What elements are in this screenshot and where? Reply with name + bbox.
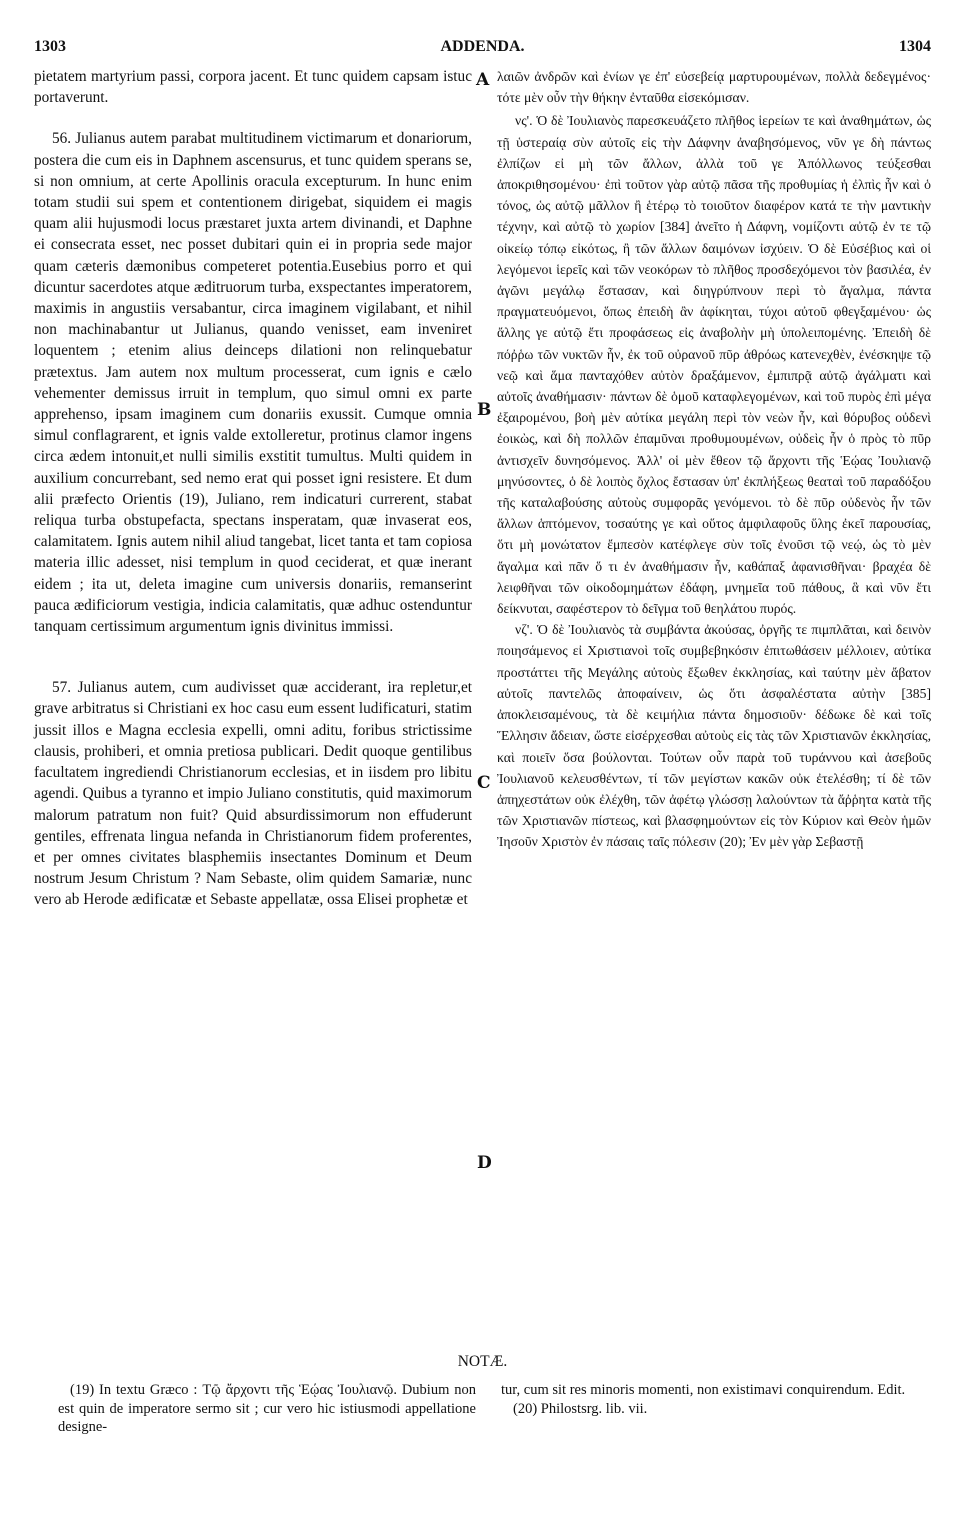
page-number-left: 1303	[34, 38, 66, 55]
latin-paragraph-56: 56. Julianus autem parabat multitudinem victimarum et donariorum, postera die cum eis in Daphnem ascensurus, et tunc quidem sperans se, si non omnium, at certe Apollinis oracula excepturum. In hunc enim totam studii sui spem et contentionem dirigebat, siquidem ei magis quam alii hujusmodi locus præstaret juxta artem divinandi, et Daphne ei consecrata esset, nec posset dubitari quin ei in propria sede major quam cæteris dæmonibus competeret potentia.Eusebius porro et qui dicuntur sacerdotes atque æditruorum turba, exspectantes imperatorem, maximis in angustiis versabantur, circa imaginem vigilabant, et nihil non machinabantur ut Julianus, quando venisset, eam inveniret loquentem ; etenim alius deinceps dilationi non relinquebatur prætextus. Jam autem nox multum processerat, cum ignis e cælo vehementer demissus irruit in templum, quo simul omni ex parte apprehenso, ipsam imaginem cum donariis exussit. Cumque omnia simul conflagrarent, et ignis valde extolleretur, protinus clamor ingens circa ædem intonuit,et nulli similis exstitit tumultus. Multi quidem in auxilium concurrebant, sed nemo erat qui posset igni resistere. Et dum alii præfecto Orientis (19), Juliano, rem indicaturi currerent, stabat reliqua turba obstupefacta, spectans insperatam, quæ invaserat eos, calamitatem. Ignis autem nihil aliud tangebat, licet tanta et tam copiosa materia illic adesset, nisi templum in quod ceciderat, et quæ inerant eidem ; ita ut, deleta imagine cum universis donariis, remanserint pauca ædificiorum vestigia, indicia calamitatis, quæ adhuc ostenduntur tanquam certissimum argumentum ignis divinitus immissi.	[34, 130, 472, 636]
notes-heading: NOTÆ.	[457, 1353, 508, 1370]
page-number-right: 1304	[899, 38, 931, 55]
margin-letter-b: B	[477, 400, 492, 420]
latin-paragraph-57: 57. Julianus autem, cum audivisset quæ acciderant, ira repletur,et grave arbitratus si Christiani ex hoc casu eum essent ludificaturi, statim jussit illos e Magna ecclesia expelli, omni aditu, foribus strictissime clausis, prohiberi, et omnia pretiosa publicari. Dedit quoque gentilibus facultatem ingrediendi Christianorum ecclesias, et in iisdem pro libitu agendi. Quibus a tyranno et impio Juliano constitutis, quid maximorum malorum patratum non fuit? Quid absurdissimorum non effuderunt gentiles, effrenata lingua nefanda in Christianorum fidem proferentes, et per omnes civitates blasphemiis insectantes Dominum et Deum nostrum Jesum Christum ? Nam Sebaste, olim quidem Samariæ, nunc vero ab Herode ædificatæ et Sebaste appellatæ, ossa Elisei prophetæ et	[34, 679, 472, 909]
latin-paragraph-intro: pietatem martyrium passi, corpora jacent. Et tunc quidem capsam istuc portaverunt.	[34, 68, 472, 107]
latin-column	[34, 66, 472, 911]
margin-letter-c: C	[477, 773, 491, 793]
greek-paragraph-intro: λαιῶν ἀνδρῶν καὶ ἐνίων γε ἐπ' εὐσεβείᾳ μαρτυρουμένων, πολλὰ δεδεγμένος· τότε μὲν οὖν τὴν θήκην ἐνταῦθα εἰσεκόμισαν.	[497, 69, 931, 106]
notes-left	[58, 1381, 476, 1437]
page-header	[34, 38, 931, 60]
notes-right	[501, 1381, 931, 1418]
margin-letter-a: A	[476, 70, 490, 90]
note-19-continued: tur, cum sit res minoris momenti, non existimavi conquirendum. Edit.	[501, 1382, 906, 1398]
greek-column	[497, 66, 931, 853]
margin-letter-d: D	[477, 1153, 492, 1173]
running-title: ADDENDA.	[440, 38, 525, 55]
note-20: (20) Philostsrg. lib. vii.	[513, 1400, 648, 1417]
note-19: (19) In textu Græco : Τῷ ἄρχοντι τῆς Ἑῴας Ἰουλιανῷ. Dubium non est quin de imperatore sermo sit ; cur vero hic istiusmodi appellatione designe-	[58, 1382, 476, 1435]
greek-paragraph-57: νζ'. Ὁ δὲ Ἰουλιανὸς τὰ συμβάντα ἀκούσας, ὀργῆς τε πιμπλᾶται, καὶ δεινὸν ποιησάμενος εἰ Χριστιανοὶ τοῖς συμβεβηκόσιν ἐπιτωθάσειν μέλλοιεν, αὐτίκα προστάττει τῆς Μεγάλης αὐτοὺς ἔξωθεν ἐκκλησίας, καὶ ταύτην μὲν ἄβατον αὐτοῖς παντελῶς ἀποφαίνειν, ὡς ὅτι ἀσφαλέστατα αὐτὴν [385] ἀποκλεισαμένους, τὰ δὲ κειμήλια πάντα δημοσιοῦν· δέδωκε δὲ καὶ τοῖς Ἕλλησιν ἄδειαν, ὥστε εἰσέρχεσθαι αὐτοὺς εἰς τὰς τῶν Χριστιανῶν ἐκκλησίας, καὶ ποιεῖν ὅσα βούλονται. Τούτων οὖν παρὰ τοῦ τυράννου καὶ ἀσεβοῦς Ἰουλιανοῦ κελευσθέντων, τί τῶν μεγίστων κακῶν οὐκ ἐτελέσθη; τί δὲ τῶν ἀπηχεστάτων οὐκ ἐλέχθη, τῶν ἀφέτῳ γλώσσῃ λαλούντων τὰ ἄῤῥητα κατὰ τῆς τῶν Χριστιανῶν πίστεως, καὶ βλασφημούντων εἰς τὸν Κύριον καὶ Θεὸν ἡμῶν Ἰησοῦν Χριστὸν ἐν πάσαις ταῖς πόλεσιν (20); Ἐν μὲν γὰρ Σεβαστῇ	[497, 622, 931, 850]
greek-paragraph-56: νς'. Ὁ δὲ Ἰουλιανὸς παρεσκευάζετο πλῆθος ἱερείων τε καὶ ἀναθημάτων, ὡς τῇ ὑστεραίᾳ σὺν αὐτοῖς εἰς τὴν Δάφνην ἀναβησόμενος, νῦν γε δὴ πάντως ἐλπίζων εἰ μὴ τῶν ἄλλων, ἀλλὰ τοῦ γε Ἀπόλλωνος τεύξεσθαι ἀποκριθησομένου· ἐπὶ τοῦτον γὰρ αὐτῷ πᾶσα τῆς προθυμίας ἡ ἐλπὶς ἦν καὶ ὁ τόνος, ὡς αὐτῷ μᾶλλον ἢ ἑτέρῳ τὸ τοιοῦτον διαφέρον κατά τε τὴν μαντικὴν τέχνην, καὶ αὐτῷ τὸ χωρίον [384] ἀνεῖτο ἡ Δάφνη, νομίζοντι αὐτῷ ἐν τε τῷ οἰκείῳ τόπῳ εἰκότως, ἢ τῶν ἄλλων δαιμόνων ἰσχύειν. Ὁ δὲ Εὐσέβιος καὶ οἱ λεγόμενοι ἱερεῖς καὶ τῶν νεοκόρων τὸ πλῆθος προσδεχόμενοι τὸν βασιλέα, ἐν ἀγῶνι μεγάλῳ ἔστασαν, καὶ διηγρύπνουν περὶ τὸ ἄγαλμα, πάντα πραγματευόμενοι, ὅπως ἐπειδὴ ἂν ἀφίκηται, τύχοι αὐτοῦ φθεγξαμένου· ὡς ἄλλης γε αὐτῷ ἔτι προφάσεως εἰς ἀναβολὴν μὴ ὑπολειπομένης. Ἐπειδὴ δὲ πόῤῥω τῶν νυκτῶν ἦν, ἐκ τοῦ οὐρανοῦ πῦρ ἀθρόως κατενεχθὲν, ἐνέσκηψε τῷ νεῷ καὶ ἅμα πανταχόθεν αὐτὸν δραξάμενον, ἐμπιπρᾷ αὐτῷ ἀγάλματι καὶ αὐτοῖς ἀναθήμασιν· πάντων δὲ ὁμοῦ καταφλεγομένων, καὶ τοῦ πυρὸς ἐπὶ μέγα ἐξαιρομένου, βοὴ μὲν αὐτίκα μεγάλη περὶ τὸν νεὼν ἦν, καὶ θόρυβος οὐδενὶ ἐοικὼς, καὶ δὴ πολλῶν ἐπαμῦναι προθυμουμένων, οὐδεὶς ἦν ὁ πρὸς τὸ πῦρ ἀντισχεῖν δυνησόμενος. Ἀλλ' οἱ μὲν ἔθεον τῷ ἄρχοντι τῆς Ἑῴας Ἰουλιανῷ μηνύσοντες, ὁ δὲ λοιπὸς ὄχλος ἔστασαν ὑπ' ἐκπλήξεως θεαταὶ τοῦ παραδόξου τῆς καταλαβούσης αὐτοὺς συμφορᾶς γενόμενοι. τὸ δὲ πῦρ οὐδενὸς ἦν τῶν ἄλλων ἁπτόμενον, τοσαύτης γε καὶ οὕτος ἀμφιλαφοῦς ὕλης ἐκεῖ παρουσίας, ὅτι μὴ μονώτατον ἔμπεσὸν κατέφλεγε σὺν τοῖς ἐνοῦσι τῷ νεῴ, ὡς τὸ μὲν ἄγαλμα καὶ πᾶν ὅ τι ἐν ἀναθήμασιν ἦν, καθάπαξ ἀφανισθῆναι· βραχέα δὲ λειφθῆναι τῶν οἰκοδομημάτων ἐδάφη, μνημεῖα τοῦ πάθους, ἃ καὶ νῦν ἔτι δείκνυται, σαφέστερον τὸ δεῖγμα τοῦ θεηλάτου πυρός.	[497, 113, 931, 617]
